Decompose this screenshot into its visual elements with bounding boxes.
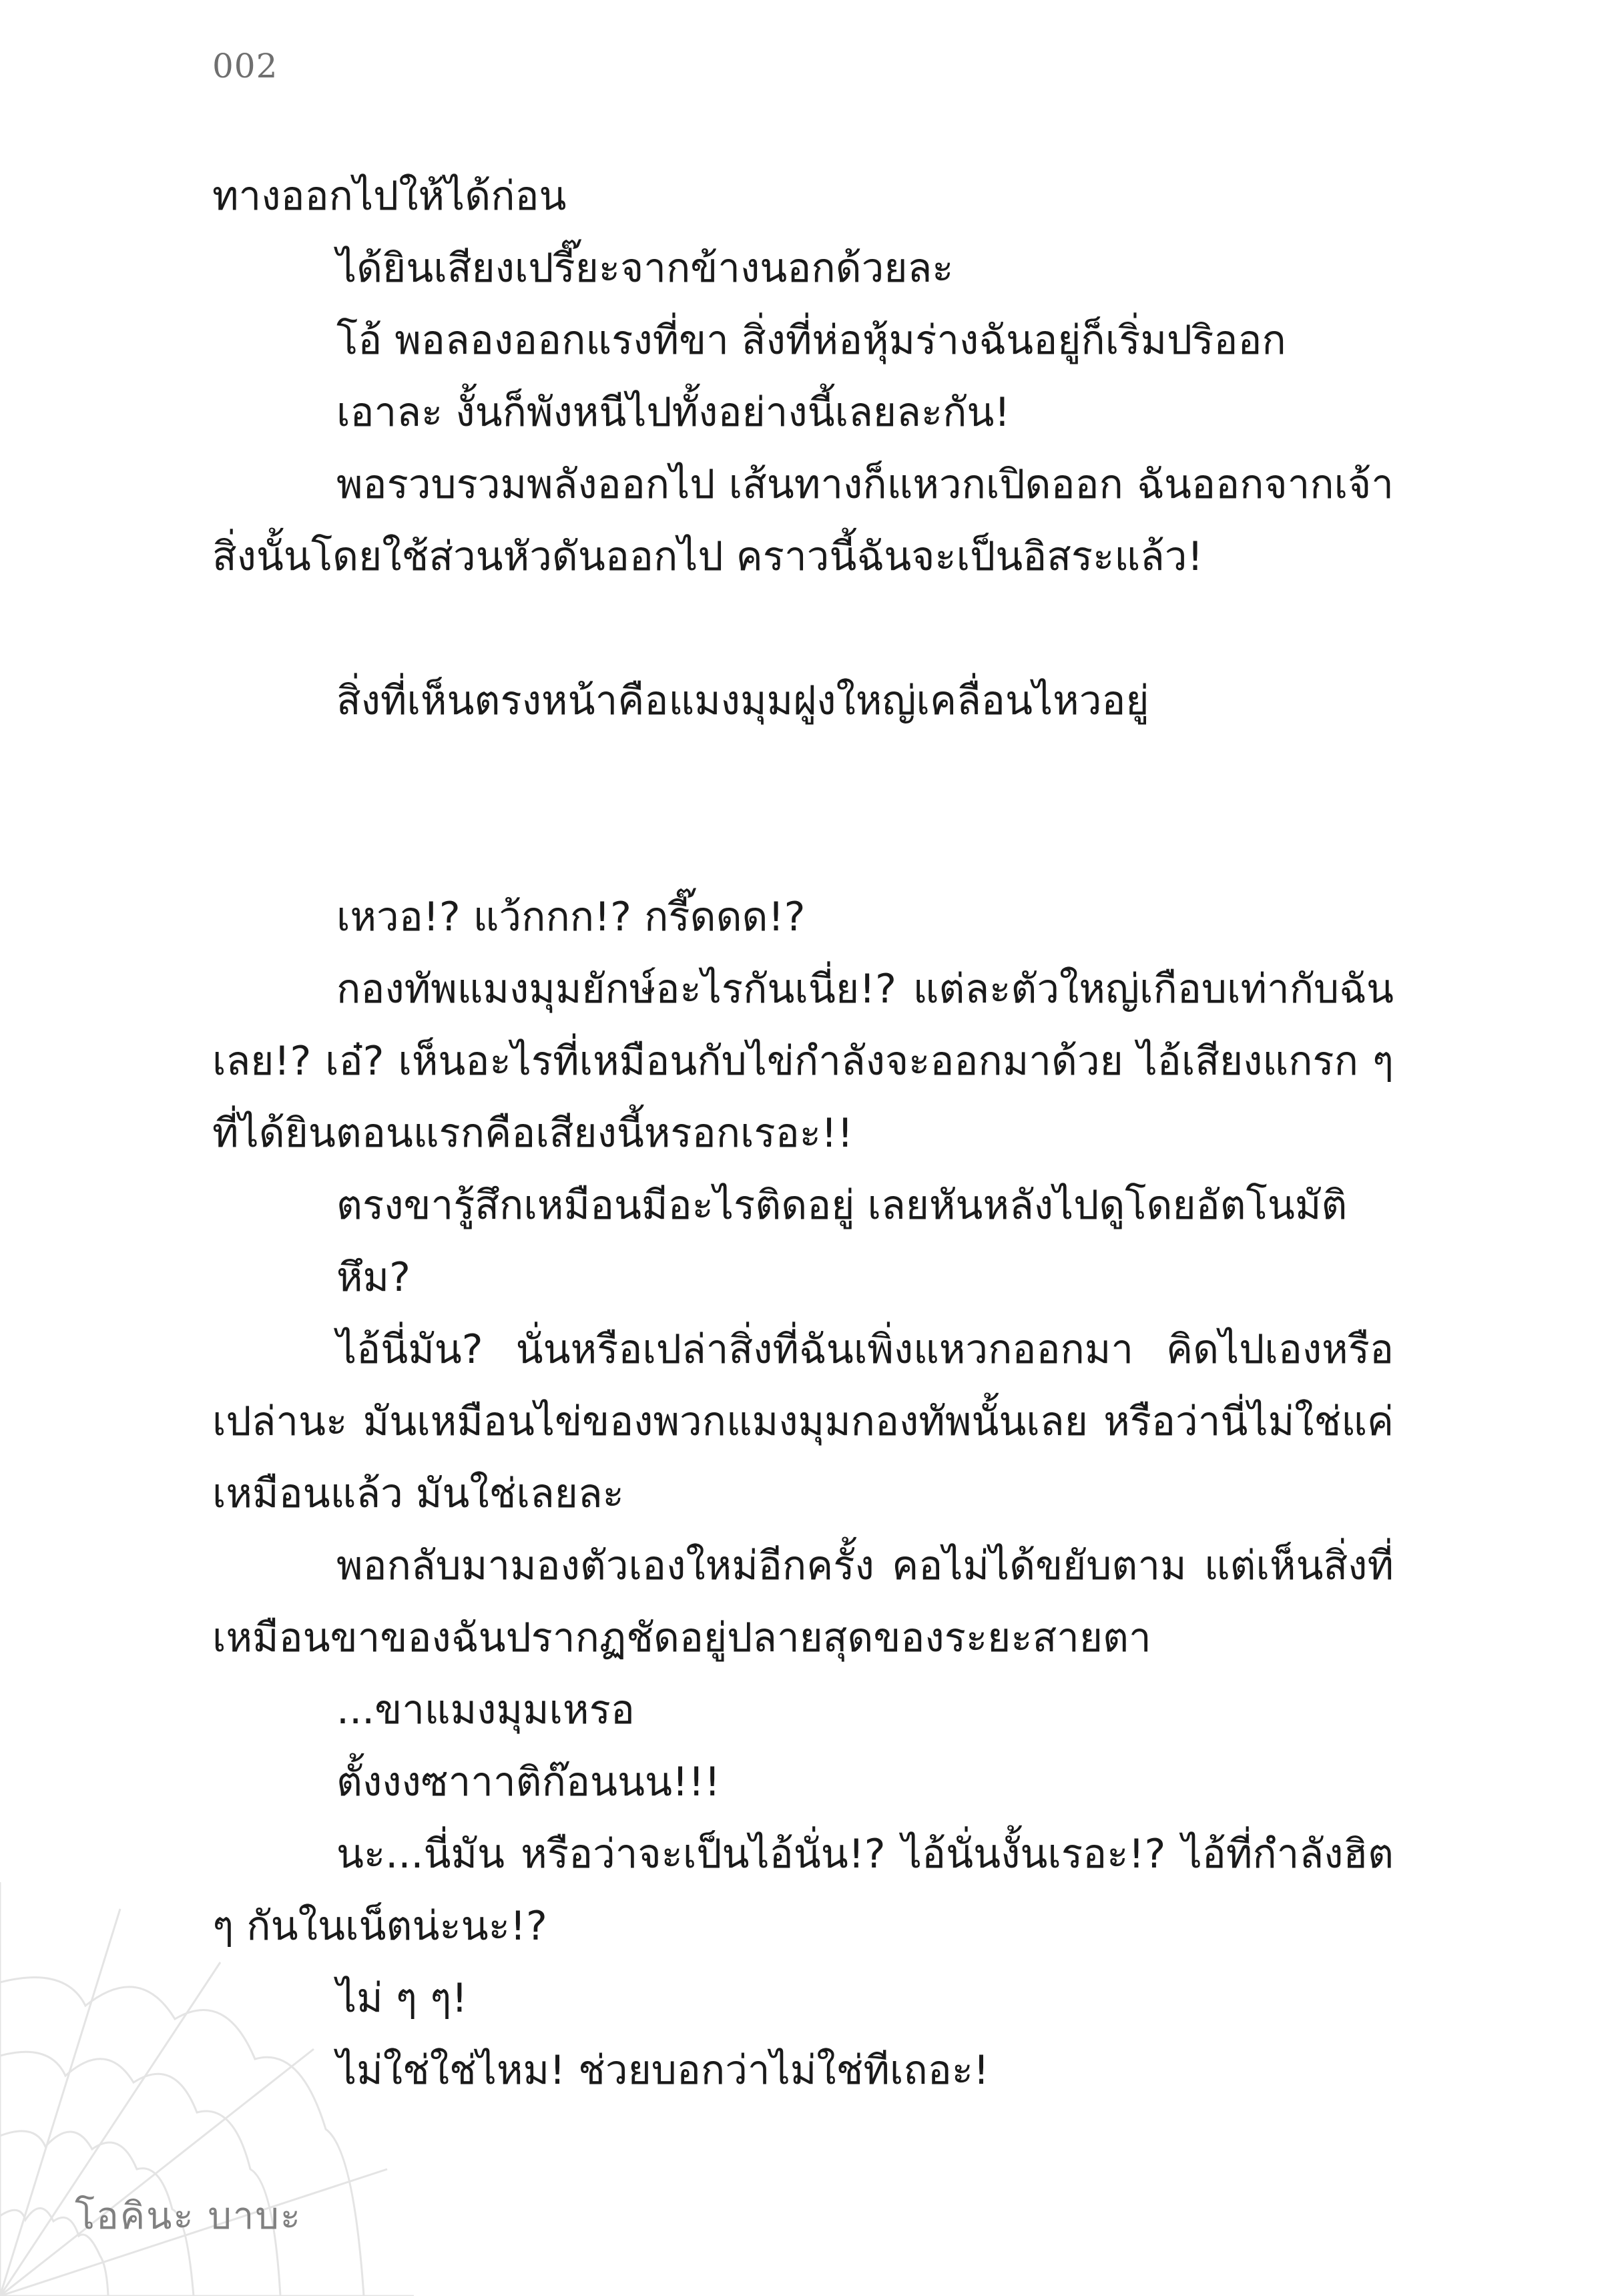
- blank-line: [212, 593, 1394, 665]
- paragraph: ตั้งงงซาาาติก๊อนนน!!!: [336, 1759, 721, 1805]
- page-number: 002: [212, 47, 278, 85]
- paragraph: ได้ยินเสียงเปรี๊ยะจากข้างนอกด้วยละ: [336, 245, 954, 292]
- paragraph: เหวอ!? แว้กกก!? กรี๊ดดด!?: [336, 894, 806, 940]
- book-title: โอคินะ บาบะ: [75, 2195, 302, 2238]
- paragraph: นะ...นี่มัน หรือว่าจะเป็นไอ้นั่น!? ไอ้นั่นงั้นเรอะ!? ไอ้ที่กำลังฮิต ๆ กันในเน็ตน่ะนะ!?: [212, 1831, 1394, 1950]
- paragraph: เอาละ งั้นก็พังหนีไปทั้งอย่างนี้เลยละกัน!: [336, 389, 1011, 436]
- paragraph: ทางออกไปให้ได้ก่อน: [212, 173, 567, 220]
- paragraph: ไอ้นี่มัน? นั่นหรือเปล่าสิ่งที่ฉันเพิ่งแหวกออกมา คิดไปเองหรือเปล่านะ มันเหมือนไข่ของพวกแมงมุมกองทัพนั้นเลย หรือว่านี่ไม่ใช่แค่เหมือนแล้ว มันใช่เลยละ: [212, 1326, 1394, 1517]
- paragraph: ไม่ใช่ใช่ไหม! ช่วยบอกว่าไม่ใช่ทีเถอะ!: [336, 2047, 990, 2094]
- body-text: [212, 160, 1394, 2106]
- paragraph: ...ขาแมงมุมเหรอ: [336, 1687, 635, 1733]
- paragraph: พอกลับมามองตัวเองใหม่อีกครั้ง คอไม่ได้ขยับตาม แต่เห็นสิ่งที่เหมือนขาของฉันปรากฏชัดอยู่ปลายสุดของระยะสายตา: [212, 1542, 1394, 1661]
- paragraph: พอรวบรวมพลังออกไป เส้นทางก็แหวกเปิดออก ฉันออกจากเจ้าสิ่งนั้นโดยใช้ส่วนหัวดันออกไป คราวนี้ฉันจะเป็นอิสระแล้ว!: [212, 461, 1394, 580]
- paragraph: หึม?: [336, 1254, 411, 1301]
- paragraph: กองทัพแมงมุมยักษ์อะไรกันเนี่ย!? แต่ละตัวใหญ่เกือบเท่ากับฉันเลย!? เอ๋? เห็นอะไรที่เหมือนกับไข่กำลังจะออกมาด้วย ไอ้เสียงแกรก ๆ ที่ได้ยินตอนแรกคือเสียงนี้หรอกเรอะ!!: [212, 966, 1394, 1157]
- paragraph: สิ่งที่เห็นตรงหน้าคือแมงมุมฝูงใหญ่เคลื่อนไหวอยู่: [336, 677, 1149, 724]
- paragraph: ตรงขารู้สึกเหมือนมีอะไรติดอยู่ เลยหันหลังไปดูโดยอัตโนมัติ: [336, 1182, 1348, 1229]
- paragraph: โอ้ พอลองออกแรงที่ขา สิ่งที่ห่อหุ้มร่างฉันอยู่ก็เริ่มปริออก: [336, 317, 1286, 364]
- paragraph: ไม่ ๆ ๆ!: [336, 1975, 468, 2022]
- blank-line: [212, 809, 1394, 881]
- blank-line: [212, 737, 1394, 809]
